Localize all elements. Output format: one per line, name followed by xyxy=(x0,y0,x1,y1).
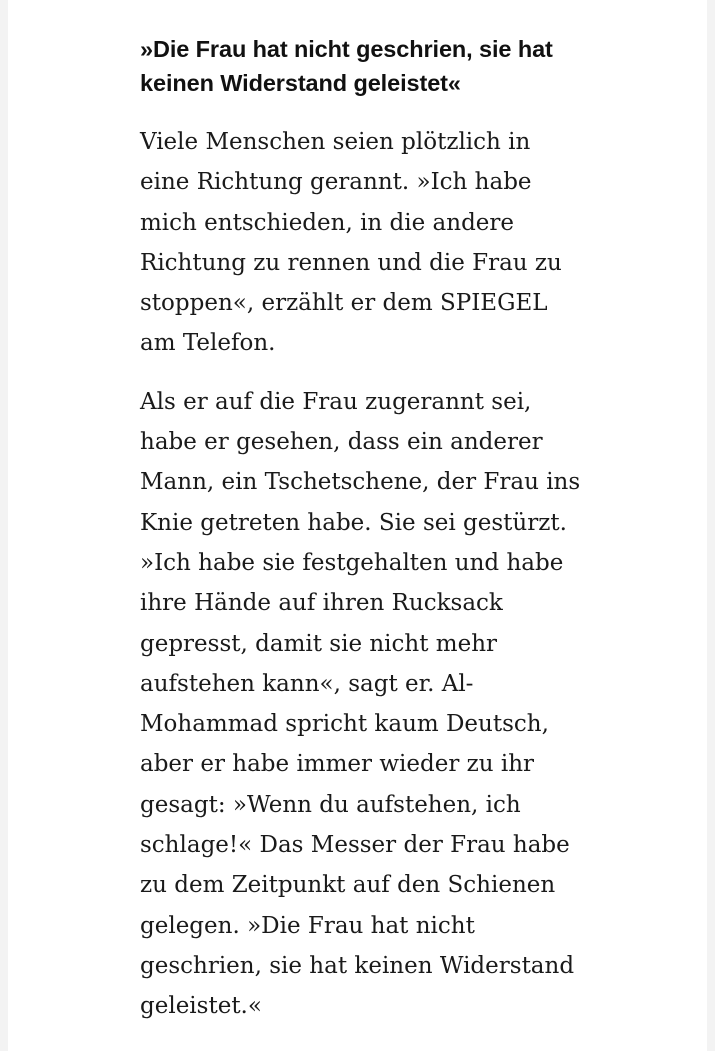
article-subheading: »Die Frau hat nicht geschrien, sie hat keinen Widerstand geleistet« xyxy=(140,36,553,96)
article-body xyxy=(140,32,585,1045)
article-paragraph-1: Viele Menschen seien plötzlich in eine Richtung gerannt. »Ich habe mich entschieden, in die andere Richtung zu rennen und die Frau zu stoppen«, erzählt er dem SPIEGEL am Telefon. xyxy=(140,129,562,357)
article-page xyxy=(8,0,707,1051)
article-paragraph-2: Als er auf die Frau zugerannt sei, habe er gesehen, dass ein anderer Mann, ein Tschetschene, der Frau ins Knie getreten habe. Sie sei gestürzt. »Ich habe sie festgehalten und habe ihre Hände auf ihren Rucksack gepresst, damit sie nicht mehr aufstehen kann«, sagt er. Al-Mohammad spricht kaum Deutsch, aber er habe immer wieder zu ihr gesagt: »Wenn du aufstehen, ich schlage!« Das Messer der Frau habe zu dem Zeitpunkt auf den Schienen gelegen. »Die Frau hat nicht geschrien, sie hat keinen Widerstand geleistet.« xyxy=(140,388,581,1020)
